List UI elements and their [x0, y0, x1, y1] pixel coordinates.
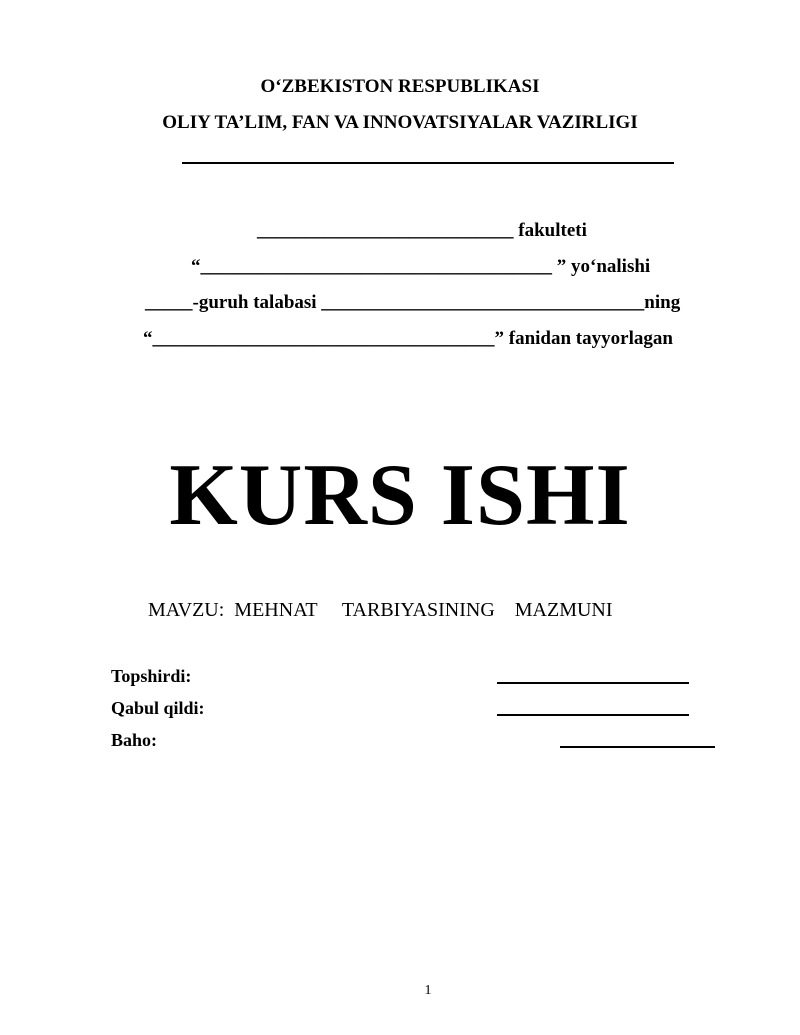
- student-text: _____-guruh talabasi __________________________________ning: [145, 292, 681, 313]
- subject-text: “____________________________________” fanidan tayyorlagan: [143, 328, 673, 349]
- ministry-heading: OLIY TA’LIM, FAN VA INNOVATSIYALAR VAZIRLIGI: [162, 112, 638, 133]
- submitted-blank-line: [497, 682, 689, 684]
- page-number: 1: [424, 983, 432, 998]
- faculty-line: [257, 220, 587, 242]
- student-line: [145, 292, 680, 314]
- direction-text: “_____________________________________ ” yo‘nalishi: [191, 256, 651, 277]
- grade-label: Baho:: [111, 730, 158, 750]
- direction-line: [191, 256, 650, 278]
- topic-line: MAVZU: MEHNAT TARBIYASINING MAZMUNI: [148, 599, 613, 621]
- republic-heading: O‘ZBEKISTON RESPUBLIKASI: [260, 76, 540, 97]
- subject-line: [143, 328, 673, 350]
- faculty-text: ___________________________ fakulteti: [257, 220, 587, 241]
- grade-blank-line: [560, 746, 715, 748]
- document-title: KURS ISHI: [169, 447, 631, 544]
- institution-blank-line: [182, 162, 674, 164]
- submitted-label: Topshirdi:: [111, 666, 192, 686]
- accepted-blank-line: [497, 714, 689, 716]
- accepted-label: Qabul qildi:: [111, 698, 205, 718]
